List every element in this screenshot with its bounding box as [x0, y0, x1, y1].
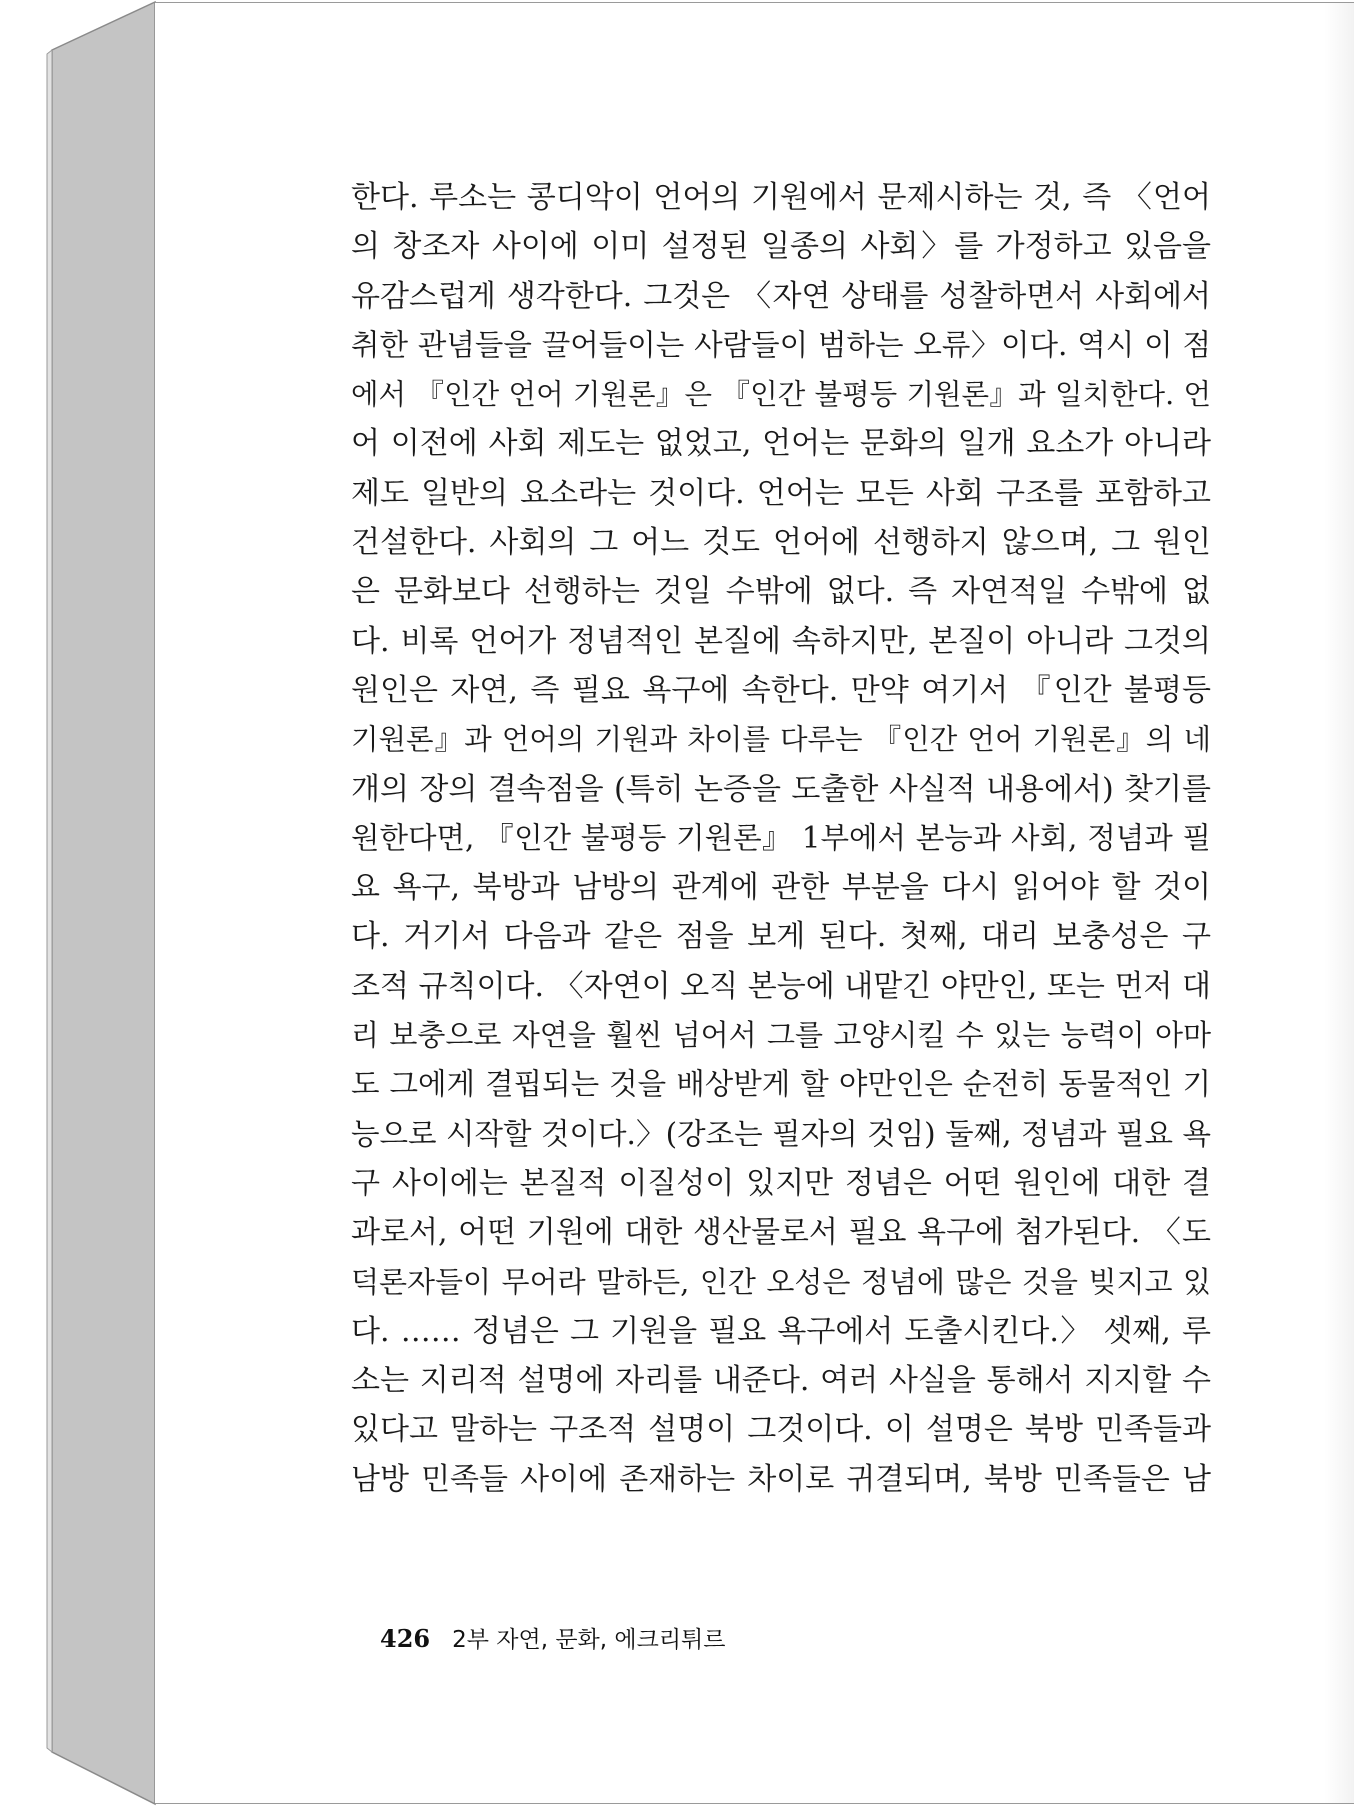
text-line: 소는 지리적 설명에 자리를 내준다. 여러 사실을 통해서 지지할 수 — [351, 1363, 1211, 1399]
text-line: 은 문화보다 선행하는 것일 수밖에 없다. 즉 자연적일 수밖에 없 — [351, 574, 1211, 610]
page-body-text — [351, 173, 1211, 1504]
page-edge-shadow — [1324, 3, 1354, 1803]
text-line: 한다. 루소는 콩디악이 언어의 기원에서 문제시하는 것, 즉 〈언어 — [351, 180, 1211, 215]
text-line: 기원론』과 언어의 기원과 차이를 다루는 『인간 언어 기원론』의 네 — [351, 723, 1211, 757]
text-line: 과로서, 어떤 기원에 대한 생산물로서 필요 욕구에 첨가된다. 〈도 — [351, 1215, 1211, 1251]
text-line: 리 보충으로 자연을 훨씬 넘어서 그를 고양시킬 수 있는 능력이 아마 — [351, 1018, 1211, 1053]
page-footer — [380, 1621, 725, 1654]
text-line: 제도 일반의 요소라는 것이다. 언어는 모든 사회 구조를 포함하고 — [351, 475, 1211, 511]
text-line: 구 사이에는 본질적 이질성이 있지만 정념은 어떤 원인에 대한 결 — [351, 1165, 1211, 1201]
text-line: 어 이전에 사회 제도는 없었고, 언어는 문화의 일개 요소가 아니라 — [351, 426, 1211, 462]
book-page — [155, 2, 1354, 1804]
text-line: 요 욕구, 북방과 남방의 관계에 관한 부분을 다시 읽어야 할 것이 — [351, 870, 1211, 906]
text-line: 유감스럽게 생각한다. 그것은 〈자연 상태를 성찰하면서 사회에서 — [351, 278, 1211, 314]
text-line: 의 창조자 사이에 이미 설정된 일종의 사회〉를 가정하고 있음을 — [351, 229, 1211, 265]
text-line: 남방 민족들 사이에 존재하는 차이로 귀결되며, 북방 민족들은 남 — [351, 1461, 1211, 1497]
text-line: 다. …… 정념은 그 기원을 필요 욕구에서 도출시킨다.〉 셋째, 루 — [351, 1313, 1211, 1349]
text-line: 다. 비록 언어가 정념적인 본질에 속하지만, 본질이 아니라 그것의 — [351, 623, 1211, 659]
text-line: 있다고 말하는 구조적 설명이 그것이다. 이 설명은 북방 민족들과 — [351, 1412, 1211, 1448]
page-number: 426 — [380, 1624, 431, 1653]
text-line: 덕론자들이 무어라 말하든, 인간 오성은 정념에 많은 것을 빚지고 있 — [351, 1264, 1211, 1299]
text-line: 다. 거기서 다음과 같은 점을 보게 된다. 첫째, 대리 보충성은 구 — [351, 919, 1211, 955]
text-line: 에서 『인간 언어 기원론』은 『인간 불평등 기원론』과 일치한다. 언 — [351, 378, 1211, 412]
text-line: 도 그에게 결핍되는 것을 배상받게 할 야만인은 순전히 동물적인 기 — [351, 1067, 1211, 1102]
text-line: 원인은 자연, 즉 필요 욕구에 속한다. 만약 여기서 『인간 불평등 — [351, 672, 1211, 708]
text-line: 능으로 시작할 것이다.〉(강조는 필자의 것임) 둘째, 정념과 필요 욕 — [351, 1116, 1211, 1151]
text-line: 건설한다. 사회의 그 어느 것도 언어에 선행하지 않으며, 그 원인 — [351, 525, 1211, 561]
text-line: 원한다면, 『인간 불평등 기원론』 1부에서 본능과 사회, 정념과 필 — [351, 820, 1211, 855]
text-line: 조적 규칙이다. 〈자연이 오직 본능에 내맡긴 야만인, 또는 먼저 대 — [351, 968, 1211, 1004]
running-section-title: 2부 자연, 문화, 에크리튀르 — [452, 1627, 726, 1653]
text-line: 개의 장의 결속점을 (특히 논증을 도출한 사실적 내용에서) 찾기를 — [351, 771, 1211, 807]
text-line: 취한 관념들을 끌어들이는 사람들이 범하는 오류〉이다. 역시 이 점 — [351, 327, 1211, 362]
